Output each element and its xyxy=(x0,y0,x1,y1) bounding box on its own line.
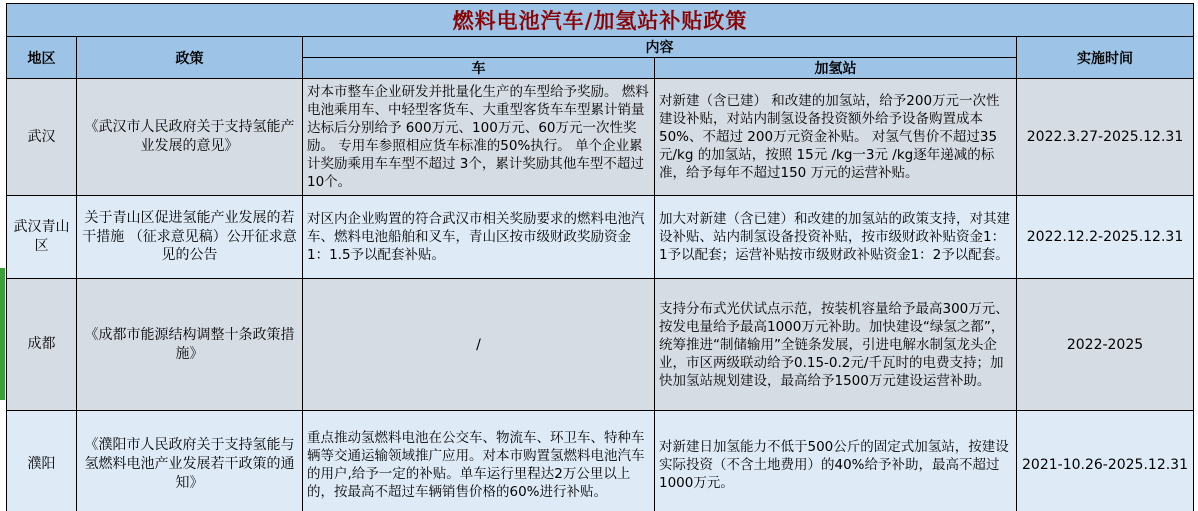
vehicle-cell: / xyxy=(303,279,655,411)
policy-table xyxy=(6,3,1194,511)
table-row-chengdu xyxy=(7,279,1194,411)
station-cell: 加大对新建（含已建）和改建的加氢站的政策支持，对其建设补贴、站内制氢设备投资补贴，按市级财政补贴资金1：1予以配套；运营补贴按市级财政补贴资金1：2予以配套。 xyxy=(655,196,1017,279)
selection-marker-green xyxy=(0,268,5,400)
station-cell: 支持分布式光伏试点示范，按装机容量给予最高300万元、按发电量给予最高1000万元补助。加快建设“绿氢之都”，统筹推进“制储输用”全链条发展，引进电解水制氢龙头企业，市区两级联动给予0.15-0.2元/千瓦时的电费支持；加快加氢站规划建设，最高给予1500万元建设运营补助。 xyxy=(655,279,1017,411)
table-row-wuhan-qingshan xyxy=(7,196,1194,279)
col-header-time: 实施时间 xyxy=(1017,37,1194,79)
table-row-puyang xyxy=(7,411,1194,511)
policy-cell: 《成都市能源结构调整十条政策措施》 xyxy=(77,279,303,411)
region-cell: 濮阳 xyxy=(7,411,77,511)
policy-cell: 关于青山区促进氢能产业发展的若干措施 （征求意见稿）公开征求意见的公告 xyxy=(77,196,303,279)
page-title: 燃料电池汽车/加氢站补贴政策 xyxy=(7,4,1194,37)
region-cell: 武汉青山区 xyxy=(7,196,77,279)
col-header-policy: 政策 xyxy=(77,37,303,79)
col-header-vehicle: 车 xyxy=(303,58,655,79)
time-cell: 2022-2025 xyxy=(1017,279,1194,411)
station-cell: 对新建（含已建） 和改建的加氢站，给予200万元一次性建设补贴，对站内制氢设备投资额外给予设备购置成本50%、不超过 200万元资金补贴。 对氢气售价不超过35元/kg 的加氢站，按照 15元 /kg一3元 /kg逐年递减的标准，给予每年不超过150 万元的运营补贴。 xyxy=(655,79,1017,196)
time-cell: 2022.12.2-2025.12.31 xyxy=(1017,196,1194,279)
col-header-station: 加氢站 xyxy=(655,58,1017,79)
policy-cell: 《濮阳市人民政府关于支持氢能与氢燃料电池产业发展若干政策的通知》 xyxy=(77,411,303,511)
vehicle-cell: 对区内企业购置的符合武汉市相关奖励要求的燃料电池汽车、燃料电池船舶和叉车，青山区按市级财政奖励资金1：1.5予以配套补贴。 xyxy=(303,196,655,279)
station-cell: 对新建日加氢能力不低于500公斤的固定式加氢站，按建设实际投资（不含土地费用）的40%给予补助，最高不超过1000万元。 xyxy=(655,411,1017,511)
time-cell: 2022.3.27-2025.12.31 xyxy=(1017,79,1194,196)
vehicle-cell: 对本市整车企业研发并批量化生产的车型给予奖励。 燃料电池乘用车、中轻型客货车、大重型客货车车型累计销量达标后分别给予 600万元、100万元、60万元一次性奖励。 专用车参照相应货车标准的50%执行。 单个企业累计奖励乘用车车型不超过 3个，累计奖励其他车型不超过 10个。 xyxy=(303,79,655,196)
vehicle-cell: 重点推动氢燃料电池在公交车、物流车、环卫车、特种车辆等交通运输领域推广应用。对本市购置氢燃料电池汽车的用户,给予一定的补贴。单车运行里程达2万公里以上的，按最高不超过车辆销售价格的60%进行补贴。 xyxy=(303,411,655,511)
region-cell: 成都 xyxy=(7,279,77,411)
region-cell: 武汉 xyxy=(7,79,77,196)
title-row xyxy=(7,4,1194,37)
time-cell: 2021-10.26-2025.12.31 xyxy=(1017,411,1194,511)
policy-cell: 《武汉市人民政府关于支持氢能产业发展的意见》 xyxy=(77,79,303,196)
col-header-region: 地区 xyxy=(7,37,77,79)
header-row-1 xyxy=(7,37,1194,58)
spreadsheet-area xyxy=(6,3,1194,511)
table-row-wuhan xyxy=(7,79,1194,196)
col-header-content: 内容 xyxy=(303,37,1017,58)
